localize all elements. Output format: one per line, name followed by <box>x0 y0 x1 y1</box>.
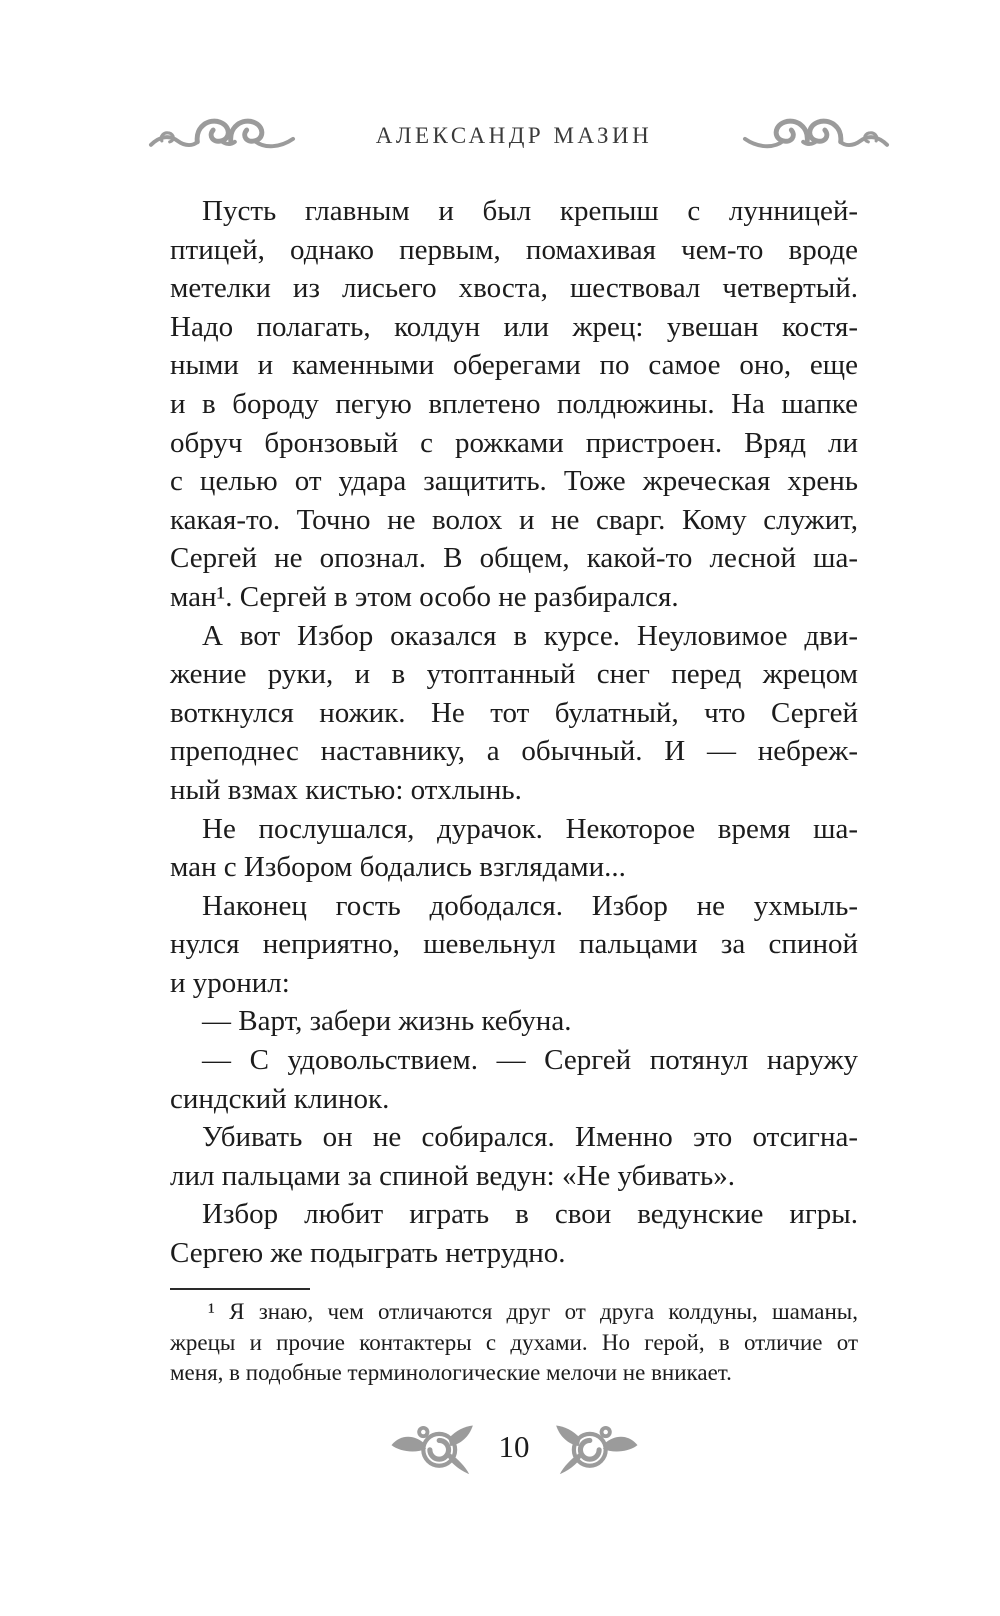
paragraph <box>170 192 858 617</box>
paragraph <box>170 887 858 1003</box>
text-line: и в бороду пегую вплетено полдюжины. На шапке <box>170 387 858 420</box>
text-line: Сергей не опознал. В общем, какой-то лесной ша- <box>170 542 858 575</box>
text-line: ¹ Я знаю, чем отличаются друг от друга колдуны, шаманы, <box>208 1299 858 1324</box>
footer-swirl-flourish-right-icon <box>548 1418 640 1476</box>
paragraph <box>170 1002 858 1041</box>
paragraph <box>170 617 858 810</box>
text-line: меня, в подобные терминологические мелочи не вникает. <box>170 1360 732 1385</box>
text-line: Пусть главным и был крепыш с лунницей- <box>202 195 858 227</box>
text-line: — Варт, забери жизнь кебуна. <box>202 1005 572 1038</box>
paragraph <box>170 1195 858 1272</box>
footnote-divider <box>170 1288 310 1290</box>
text-line: жение руки, и в утоптанный снег перед жрецом <box>170 658 858 691</box>
text-line: Надо полагать, колдун или жрец: увешан костя- <box>170 310 858 343</box>
text-line: — С удовольствием. — Сергей потянул наружу <box>202 1044 858 1077</box>
text-line: метелки из лисьего хвоста, шествовал четвертый. <box>170 272 858 305</box>
text-line: ман¹. Сергей в этом особо не разбирался. <box>170 580 679 613</box>
paragraph <box>170 1041 858 1118</box>
text-line: нулся неприятно, шевельнул пальцами за спиной <box>170 928 858 961</box>
paragraph <box>170 1297 858 1389</box>
text-line: ман с Избором бодались взглядами... <box>170 851 626 884</box>
text-line: А вот Избор оказался в курсе. Неуловимое дви- <box>202 619 858 652</box>
text-line: и уронил: <box>170 966 290 999</box>
text-line: с целью от удара защитить. Тоже жреческая хрень <box>170 465 858 498</box>
page-footer <box>170 1418 858 1476</box>
page-number: 10 <box>498 1429 530 1464</box>
text-line: Не послушался, дурачок. Некоторое время ша- <box>202 812 858 845</box>
text-line: воткнулся ножик. Не тот булатный, что Сергей <box>170 696 858 729</box>
text-line: синдский клинок. <box>170 1082 390 1115</box>
text-line: Избор любит играть в свои ведунские игры. <box>202 1198 858 1231</box>
text-line: обруч бронзовый с рожками пристроен. Вряд ли <box>170 426 858 459</box>
text-line: преподнес наставнику, а обычный. И — небреж- <box>170 735 858 768</box>
running-title: АЛЕКСАНДР МАЗИН <box>375 123 653 148</box>
text-line: какая-то. Точно не волох и не сварг. Кому служит, <box>170 503 858 536</box>
text-line: ный взмах кистью: отхлынь. <box>170 773 522 806</box>
paragraph <box>170 1118 858 1195</box>
text-line: птицей, однако первым, помахивая чем-то вроде <box>170 233 858 266</box>
text-line: Убивать он не собирался. Именно это отсигна- <box>202 1121 858 1154</box>
text-line: Сергею же подыграть нетрудно. <box>170 1237 566 1270</box>
text-line: жрецы и прочие контактеры с духами. Но герой, в отличие от <box>170 1329 858 1355</box>
text-line: ными и каменными оберегами по самое оно, еще <box>170 349 858 382</box>
footnote <box>170 1297 858 1389</box>
body-text <box>170 192 858 1273</box>
header-wave-flourish-right-icon <box>742 112 890 152</box>
paragraph <box>170 810 858 887</box>
text-line: Наконец гость дободался. Избор не ухмыль- <box>202 889 858 922</box>
footer-swirl-flourish-left-icon <box>389 1418 481 1476</box>
text-line: лил пальцами за спиной ведун: «Не убивать». <box>170 1159 735 1192</box>
